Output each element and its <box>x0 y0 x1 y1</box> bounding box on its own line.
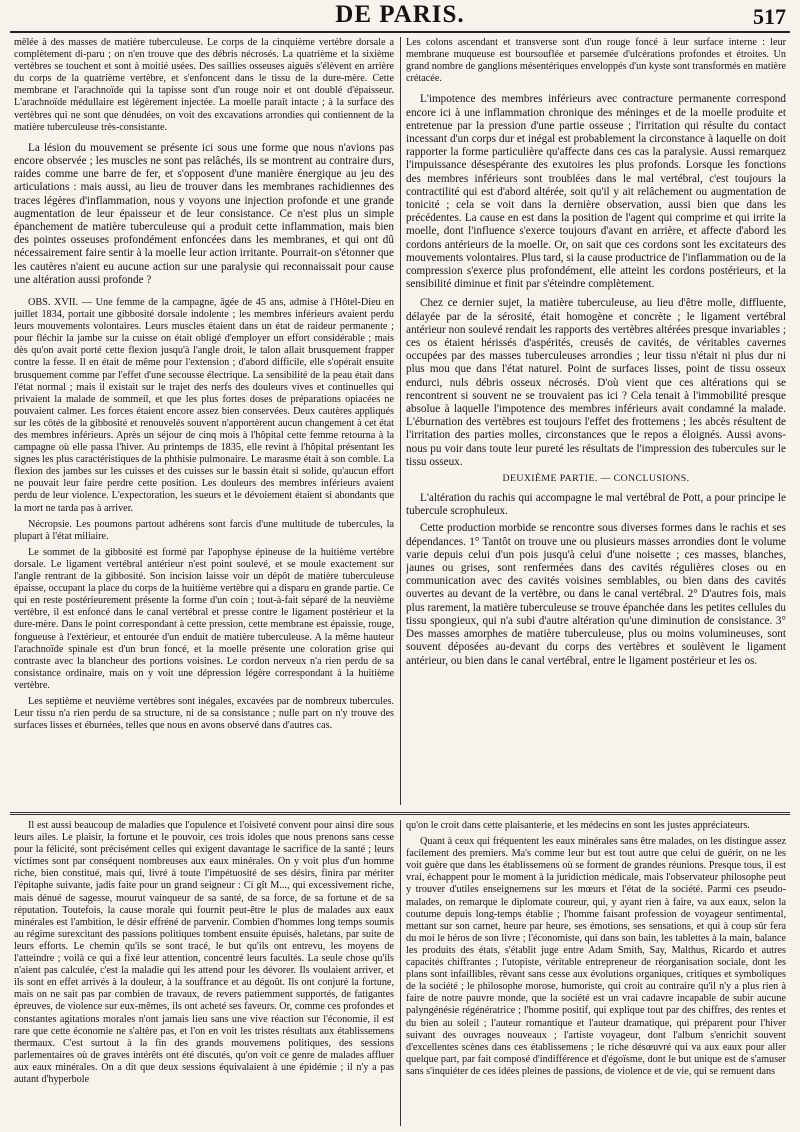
lesion-paragraph: La lésion du mouvement se présente ici sous une forme que nous n'avions pas encore observée ; les muscles ne sont pas relâchés, ils se montrent au contraire durs, raides comme une barre de fer, et s'opposent d'une manière énergique au jeu des articulations : mais aussi, au lieu de trouver dans les membranes rachidiennes des traces légères d'inflammation, nous y voyons une injection profonde et une grande augmentation de leur épaisseur et de leur consistance. Ce n'est plus un simple épanchement de matière tuberculeuse qui a produit cette inflammation, mais bien des pointes osseuses profondément enfoncées dans les membranes, et qui ont dû nécessairement faire sentir à la moelle leur action irritante. Pourrait-on s'étonner que les cautères n'aient eu aucune action sur une paralysie qui reconnaissait pour cause une altération aussi profonde ? <box>14 141 394 286</box>
feuilleton-left-column <box>14 820 394 1126</box>
feuilleton-right-column <box>406 820 786 1126</box>
column-divider <box>400 37 401 805</box>
page-header <box>0 0 800 30</box>
page-title: DE PARIS. <box>335 1 465 28</box>
feuilleton-right-second-paragraph: Quant à ceux qui fréquentent les eaux minérales sans être malades, on les distingue assez facilement des premiers. Ma's comme leur but est tout autre que celui de guérir, on ne les voit guère que dans les établissemens où se forment de grandes réunions. Presque tous, il est vrai, échappent pour le moment à la juridiction médicale, mais l'observateur philosophe peut y trouver d'utiles enseignemens sur les mœurs et l'état de la société. Parmi ces pseudo-malades, on remarque le diplomate coureur, qui, y ayant rien à faire, va aux eaux, selon la coutume depuis long-temps établie ; l'homme faisant profession de voyageur sentimental, mettant sur son carnet, heure par heure, ses émotions, ses sensations, et qui à coup sûr fera du moi le héros de son livre ; l'économiste, qui dans son bain, les tablettes à la main, balance les produits des états, s'établit juge entre Adam Smith, Say, Malthus, Ricardo et autres capacités chiffrantes ; l'utopiste, véritable entrepreneur de réorganisation sociale, dont les plans sont infaillibles, rêvant sans cesse aux évolutions organiques, critiques et symboliques de la société ; le philosophe morose, humoriste, qui croit au contraire qu'il n'y a plus rien à faire de notre pauvre monde, que la société est un vrai cadavre incapable de subir aucune palyngénésie régénératrice ; l'homme positif, qui explique tout par des chiffres, des rentes et du bien au soleil ; l'auteur romantique et l'auteur dramatique, qui préparent pour l'hiver suivant des ouvrages nouveaux ; l'artiste voyageur, dont l'album s'enrichit souvent d'excellentes scènes dans ces établissemens ; le riche désœuvré qui va aux eaux pour aller quelque part, par fait composé d'indifférence et d'égoïsme, dont le but unique est de s'amuser sans s'inquiéter de ces idées pleines de passions, de violence et de vie, qui se remuent dans <box>406 836 786 1077</box>
observation-xvii-paragraph: OBS. XVII. — Une femme de la campagne, âgée de 45 ans, admise à l'Hôtel-Dieu en juillet 1834, portait une gibbosité dorsale indolente ; les membres inférieurs avaient perdu leurs mouvements volontaires. Leurs muscles étaient dans un état de raideur permanente ; pour fléchir la jambe sur la cuisse on était obligé d'employer un effort considérable ; mais dès qu'on avait porté cette flexion jusqu'à l'angle droit, le talon allait brusquement frapper contre la fesse. Il en était de même pour l'extension ; d'abord difficile, elle s'opérait ensuite brusquement comme par l'effet d'une secousse électrique. La sensibilité de la peau était dans l'état normal ; mais il existait sur le trajet des nerfs des douleurs vives et continuelles qui privaient la malade de sommeil, et que les plus fortes doses de préparations opiacées ne pouvaient calmer. Les forces étaient encore assez bien conservées. Deux cautères appliqués sur les côtés de la gibbosité et renouvelés souvent n'apportèrent aucun changement à cet état des membres inférieurs. Après un séjour de cinq mois à l'hôpital cette femme retourna à la campagne où elle passa l'hiver. Au printemps de 1835, elle revint à l'hôpital présentant les signes les plus caractéristiques de la phthisie pulmonaire. Le marasme était à son comble. La flexion des jambes sur les cuisses et des cuisses sur le bassin était si solide, qu'aucun effort ne pouvait leur faire perdre cette position. Les douleurs des membres inférieurs avaient perdu de leur violence. L'expectoration, les sueurs et le dévoiement étaient si abondants que la mort ne tarda pas à arriver. <box>14 296 394 514</box>
left-column <box>14 37 394 805</box>
feuilleton-divider <box>400 820 401 1126</box>
left-intro-paragraph: mêlée à des masses de matière tuberculeuse. Le corps de la cinquième vertèbre dorsale a complètement di-paru ; on n'en trouve que des débris nécrosés. La quatrième et la sixième vertèbres se touchent et sont à moitié usées. Des saillies osseuses aiguës s'élèvent en arrière du corps de la quatrième vertèbre, et s'enfoncent dans le tissu de la dure-mère. Cette membrane et l'arachnoïde qui la tapisse sont d'un rouge noir et ont doublé d'épaisseur. L'arachnoïde médullaire est légèrement injectée. La moelle paraît intacte ; à la surface des vertèbres qui ne sont que dénudées, on voit des excavations arrondies qui contiennent de la matière tuberculeuse très-consistante. <box>14 37 394 133</box>
header-rule <box>10 31 790 33</box>
feuilleton-left-paragraph: Il est aussi beaucoup de maladies que l'opulence et l'oisiveté convent pour ainsi dire sous leurs ailes. Le plaisir, la fortune et le pouvoir, ces trois idoles que nous prenons sans cesse pour la félicité, sont précisément celles qui exigent davantage le sacrifice de la santé ; leurs victimes sont par conséquent nombreuses aux eaux minérales. On y voit plus d'un homme riche, bien constitué, mais qui, livré à toute l'impétuosité de ses désirs, finira par mériter l'épitaphe suivante, jadis faite pour un grand seigneur : Ci gît M..., qui excessivement riche, mais dénué de sagesse, mourut vainqueur de sa santé, de sa force, de sa fortune et de sa réputation. Toutefois, la cause morale qui fournit peut-être le plus de malades aux eaux minérales est l'ambition, le désir effréné de parvenir. Combien d'hommes long temps soumis au régime surexcitant des passions politiques tombent ensuite épuisés, haletans, par suite de leurs efforts. Le chemin qu'ils se sont tracé, le but qu'ils ont entrevu, les moyens de l'atteindre ; voilà ce qui a fixé leur attention, concentré leurs facultés. La seule chose qu'ils n'aient pas calculée, c'est la maladie qui les attend pour les dévorer. Ils voulaient arriver, et ils sont en effet arrivés à la douleur, à la souffrance et au dégoût. Ils ont conjuré la fortune, mais on ne sait pas par combien de travaux, de revers patiemment supportés, de fatigantes épreuves, de violence sur eux-mêmes, ils ont acheté ses faveurs. Or, comme ces profondes et constantes agitations morales n'ont jamais lieu sans une vive réaction sur l'économie, il est rare que cette économie ne s'altère pas, et l'on en voit les tristes résultats aux établissemens thermaux. C'est surtout à la fin des grands mouvemens politiques, des sessions parlementaires où de graves intérêts ont été discutés, qu'on voit ce genre de malades affluer aux eaux minérales. On a dit que deux sessions équivalaient à une épidémie ; il n'y a pas autant d'hyperbole <box>14 820 394 1085</box>
feuilleton-rule <box>10 812 790 815</box>
production-paragraph: Cette production morbide se rencontre sous diverses formes dans le rachis et ses dépendances. 1° Tantôt on trouve une ou plusieurs masses arrondies dont le volume varie depuis celui d'un pois jusqu'à celui d'une noisette ; ces masses, blanches, jaunes ou grises, sont renfermées dans des cavités régulières closes ou en communication avec des cavités voisines semblables, ou bien dans des cavités ouvertes au devant de la vertèbre, ou dans le canal vertébral. 2° D'autres fois, mais plus rarement, la matière tuberculeuse se trouve épanchée dans les petites cellules du tissu spongieux, qui n'a subi d'autre altération qu'une diminution de consistance. 3° Des masses amorphes de matière tuberculeuse, plus ou moins volumineuses, sont souvent déposées au-devant du corps des vertèbres et soulèvent le ligament antérieur, ou bien dans le canal vertébral, entre le ligament postérieur et les os. <box>406 522 786 667</box>
feuilleton-right-first-paragraph: qu'on le croit dans cette plaisanterie, et les médecins en sont les justes appréciateurs. <box>406 820 750 831</box>
sommet-paragraph: Le sommet de la gibbosité est formé par l'apophyse épineuse de la huitième vertèbre dorsale. Le ligament vertébral antérieur n'est point soulevé, et se moule exactement sur l'angle rentrant de la gibbosité. Son incision laisse voir un dépôt de matière tuberculeuse épaisse, occupant la place du corps de la huitième vertèbre qui a disparu en grande partie. Ce qui en reste postérieurement présente la forme d'un coin ; tout-à-fait séparé de la neuvième vertèbre, il est enfoncé dans le canal vertébral et presse contre le ligament postérieur et la dure-mère. Dans le point correspondant à cette pression, cette membrane est épaissie, rouge, fongueuse à l'extérieur, et entourée d'un enduit de matière tuberculeuse. A la même hauteur l'arachnoïde spinale est d'un brun foncé, et la moelle présente une coloration grise qui contraste avec la blancheur des portions voisines. Le cordon nerveux n'a rien perdu de sa consistance ordinaire, mais on y voit une dépression légère correspondant à la huitième vertèbre. <box>14 546 394 691</box>
right-column <box>406 37 786 805</box>
chez-ce-dernier-paragraph: Chez ce dernier sujet, la matière tuberculeuse, au lieu d'être molle, diffluente, délayée par de la sérosité, était homogène et concrète ; le ligament vertébral antérieur non soulevé rendait les rapports des vertèbres altérées presque invariables ; ces os étaient hérissés d'aspérités, creusés de cavités, de véritables cavernes occupées par des masses tuberculeuses arrondies ; leur tissu n'était ni plus dur ni plus mou que dans l'état naturel. Point de surfaces lisses, point de tissu osseux endurci, nuls débris osseux nécrosés. D'où vient que ces altérations qui se rencontrent si souvent ne se trouvaient pas ici ? Cela tenait à l'immobilité presque absolue à laquelle l'impotence des membres inférieurs avait condamné la malade. L'éburnation des vertèbres est toujours l'effet des frottemens ; les abcès résultent de l'irritation des parties molles, circonstances que le repos a éloignés. Aussi avons-nous pu voir dans toute leur pureté les résultats de l'impression des tubercules sur le tissu osseux. <box>406 297 786 468</box>
page-number: 517 <box>753 4 786 29</box>
necropsie-paragraph: Nécropsie. Les poumons partout adhérens sont farcis d'une multitude de tubercules, la plupart à l'état miliaire. <box>14 518 394 542</box>
section-title: DEUXIÈME PARTIE. — CONCLUSIONS. <box>502 473 690 485</box>
alteration-paragraph: L'altération du rachis qui accompagne le mal vertébral de Pott, a pour principe le tubercule scrophuleux. <box>406 492 786 518</box>
septieme-paragraph: Les septième et neuvième vertèbres sont inégales, excavées par de nombreux tubercules. Leur tissu n'a rien perdu de sa structure, ni de sa consistance ; nulle part on n'y trouve des surfaces lisses et éburnées, telles que nous en avons observé dans d'autres cas. <box>14 695 394 732</box>
impotence-paragraph: L'impotence des membres inférieurs avec contracture permanente correspond encore ici à une inflammation chronique des méninges et de la moelle produite et entretenue par la pression d'une partie osseuse ; l'irritation qui résulte du contact incessant d'un corps dur et inégal est probablement la circonstance à laquelle on doit rapporter la forme particulière qu'affecte dans ces cas la paralysie. Aussi remarquez l'impuissance désespérante des exutoires les plus profonds. Lorsque les fonctions des membres inférieurs sont troublées dans le mal vertébral, c'est toujours la contractilité qui est d'abord altérée, soit qu'il y ait relâchement ou augmentation de tonicité ; cela se voit dans la dernière observation, aussi bien que dans les précédentes. La cause en est dans la position de l'agent qui comprime et qui irrite la moelle, dont l'influence s'exerce toujours d'avant en arrière, et affecte d'abord les cordons antérieurs de la moelle. Or, on sait que ces cordons sont les excitateurs des mouvements volontaires. Plus tard, si la cause productrice de l'inflammation ou de la compression s'exerce plus profondément, elle atteint les cordons postérieurs, et la sensibilité diminue et finit par s'éteindre complètement. <box>406 93 786 291</box>
right-intro-paragraph: Les colons ascendant et transverse sont d'un rouge foncé à leur surface interne : leur membrane muqueuse est boursouflée et parsemée d'ulcérations profondes et étroites. Un grand nombre de ganglions mésentériques enveloppés d'un kyste sont transformés en matière crétacée. <box>406 37 786 85</box>
